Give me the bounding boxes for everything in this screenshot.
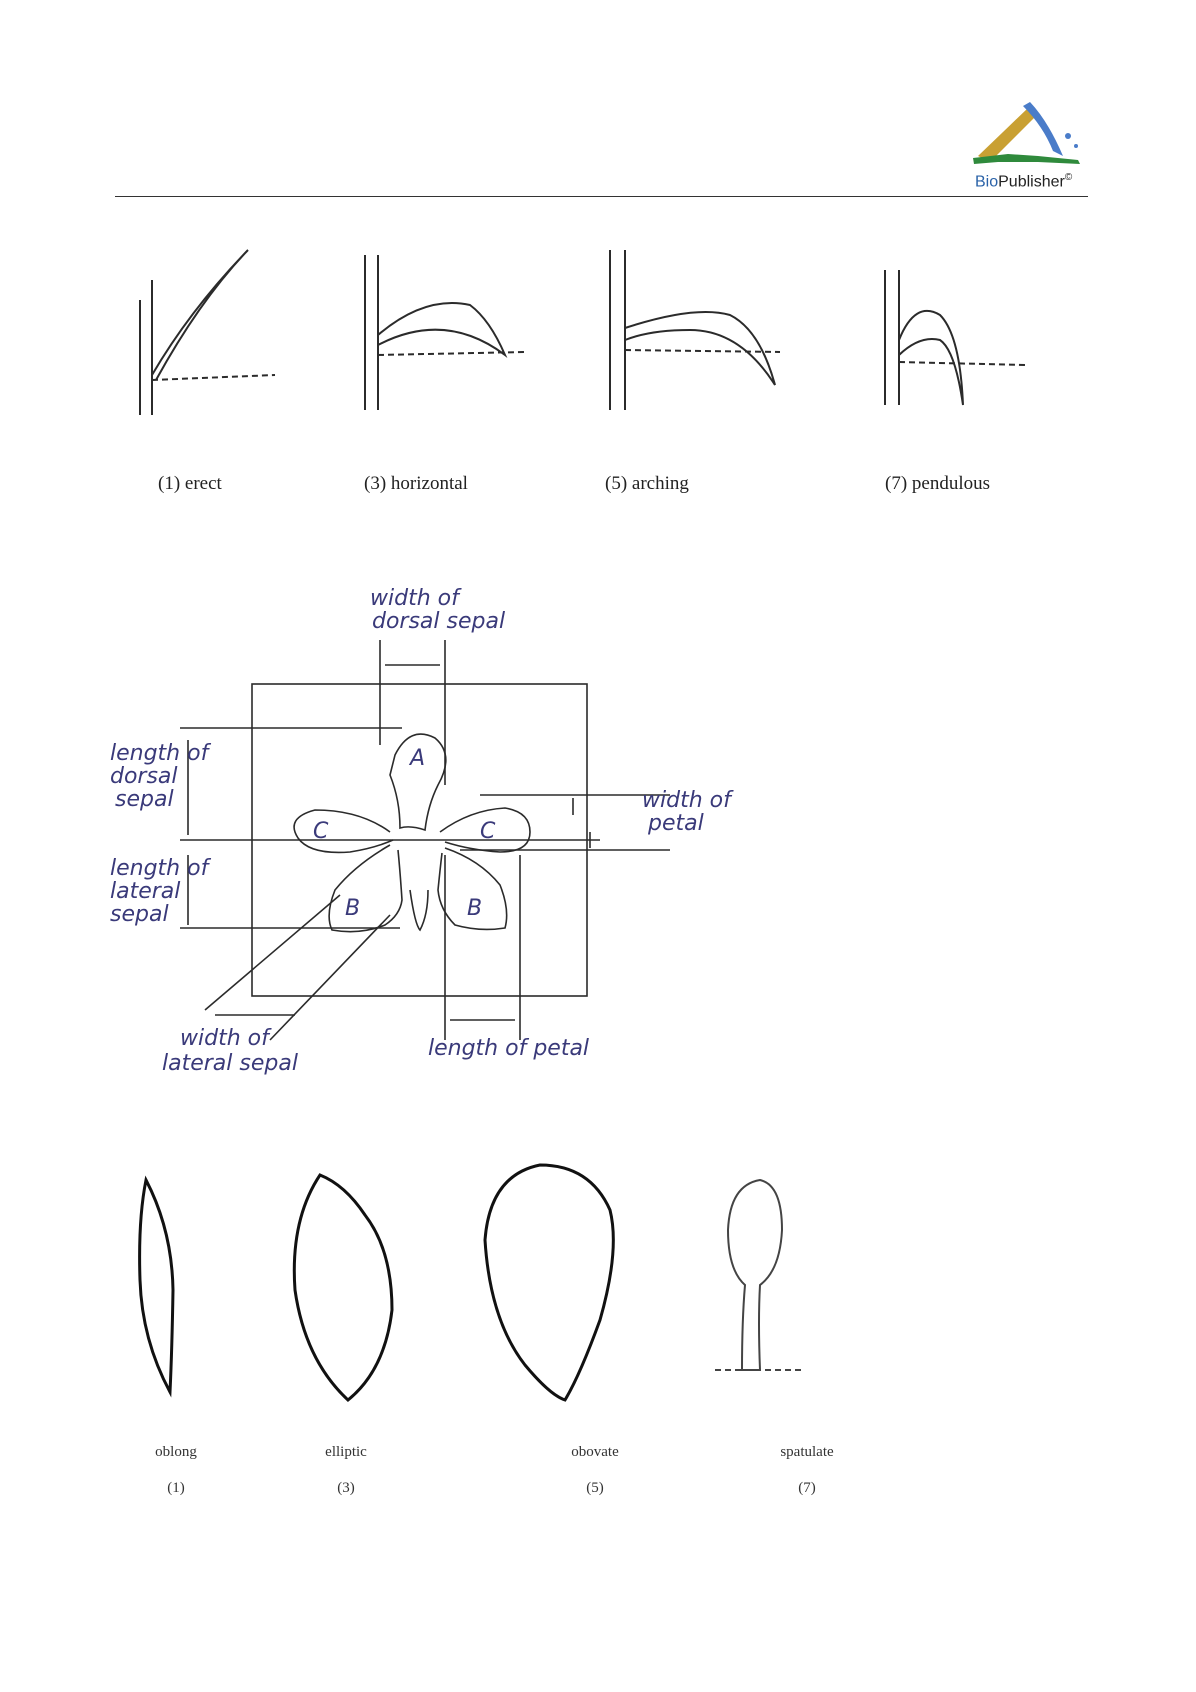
shape-name-spatulate: spatulate — [780, 1444, 834, 1460]
label-length-lateral-2: lateral — [110, 879, 181, 904]
shape-name-obovate: obovate — [571, 1444, 619, 1460]
publisher-prefix: Bio — [975, 173, 999, 191]
shape-name-elliptic: elliptic — [325, 1444, 367, 1460]
arching-drawing — [610, 250, 780, 410]
label-B-left: B — [345, 896, 361, 921]
horizontal-drawing — [365, 255, 525, 410]
pendulous-drawing — [885, 270, 1025, 405]
shape-code-obovate: (5) — [586, 1480, 604, 1496]
label-width-lateral-1: width of — [180, 1026, 269, 1051]
caption-erect: (1) erect — [158, 473, 222, 494]
spatulate-shape — [715, 1180, 805, 1370]
shape-code-oblong: (1) — [167, 1480, 185, 1496]
publisher-suffix: Publisher — [998, 173, 1065, 191]
label-length-dorsal-2: dorsal — [110, 764, 178, 789]
obovate-shape — [485, 1165, 613, 1400]
label-A: A — [410, 746, 426, 771]
label-length-dorsal-1: length of — [110, 741, 209, 766]
copyright-mark: © — [1064, 172, 1073, 183]
shape-code-elliptic: (3) — [337, 1480, 355, 1496]
label-length-petal: length of petal — [428, 1036, 590, 1061]
oblong-shape — [140, 1180, 173, 1392]
elliptic-shape — [294, 1175, 392, 1400]
shape-name-oblong: oblong — [155, 1444, 197, 1460]
label-width-petal-2: petal — [648, 811, 704, 836]
petal-shape-figure — [130, 1160, 880, 1430]
label-length-lateral-1: length of — [110, 856, 209, 881]
label-width-dorsal-1: width of — [370, 586, 459, 611]
leaf-attitude-figure — [130, 240, 1060, 420]
caption-pendulous: (7) pendulous — [885, 473, 991, 494]
label-C-left: C — [313, 819, 329, 844]
label-length-lateral-3: sepal — [110, 902, 169, 927]
label-width-petal-1: width of — [642, 788, 731, 813]
label-width-lateral-2: lateral sepal — [162, 1051, 298, 1076]
label-C-right: C — [480, 819, 496, 844]
label-B-right: B — [467, 896, 483, 921]
header-rule — [115, 196, 1088, 197]
flower-measurement-figure — [110, 570, 760, 1090]
label-length-dorsal-3: sepal — [115, 787, 174, 812]
shape-code-spatulate: (7) — [798, 1480, 816, 1496]
caption-arching: (5) arching — [605, 473, 689, 494]
erect-drawing — [140, 250, 275, 415]
label-width-dorsal-2: dorsal sepal — [372, 609, 506, 634]
caption-horizontal: (3) horizontal — [364, 473, 468, 494]
publisher-name — [975, 172, 1072, 191]
